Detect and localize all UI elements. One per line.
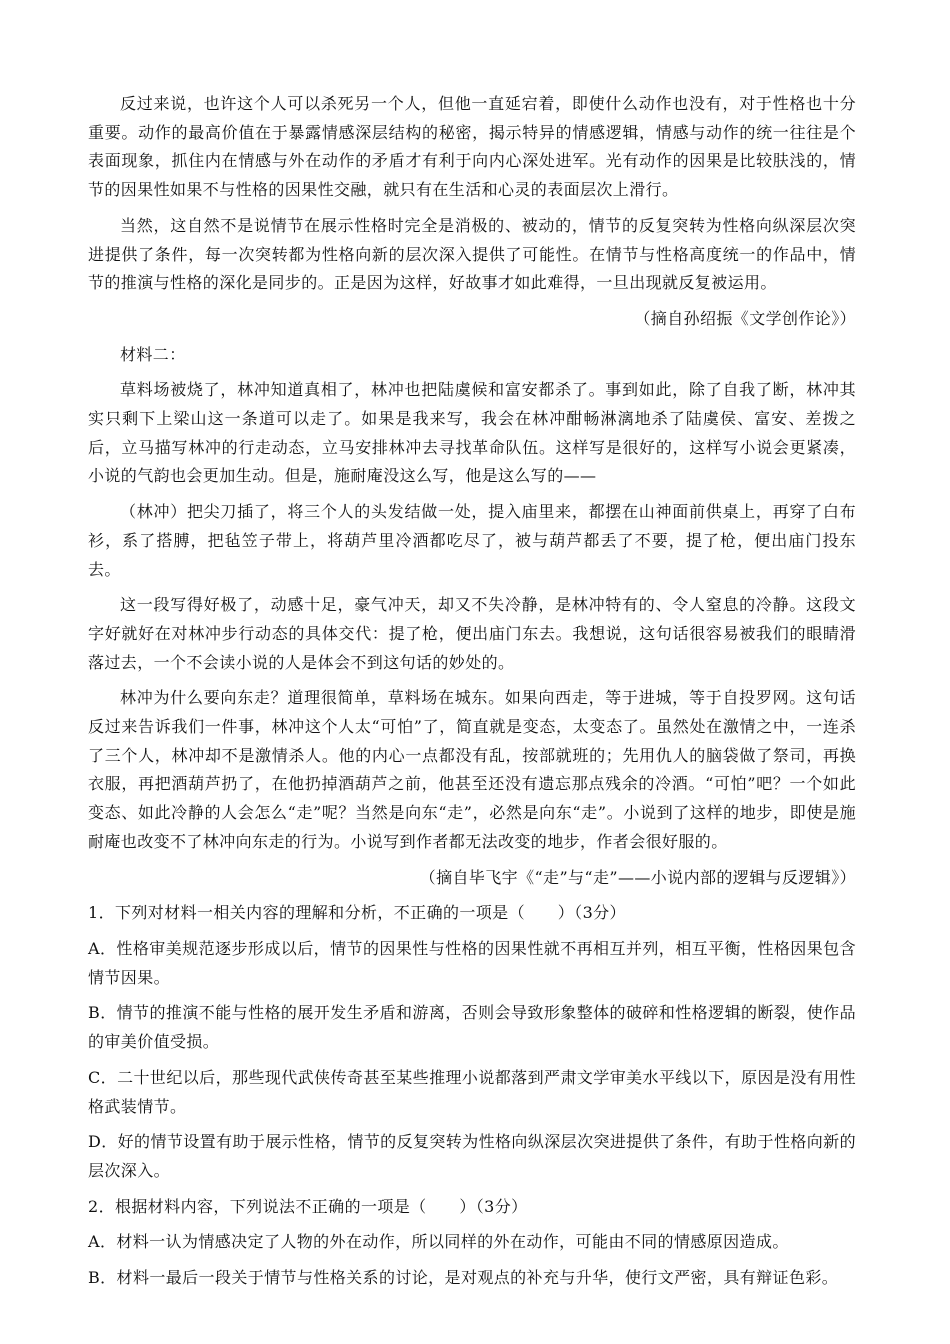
material2-label: 材料二：: [120, 344, 186, 364]
question-1-option-b: B．情节的推演不能与性格的展开发生矛盾和游离，否则会导致形象整体的破碎和性格逻辑的断裂，使作品的审美价值受损。: [88, 1003, 856, 1052]
material1-paragraph-2: 当然，这自然不是说情节在展示性格时完全是消极的、被动的，情节的反复突转为性格向纵深层次突进提供了条件，每一次突转都为性格向新的层次深入提供了可能性。在情节与性格高度统一的作品中，情节的推演与性格的深化是同步的。正是因为这样，好故事才如此难得，一旦出现就反复被运用。: [88, 215, 856, 293]
material2-quote: （林冲）把尖刀插了，将三个人的头发结做一处，提入庙里来，都摆在山神面前供桌上，再穿了白布衫，系了搭膊，把毡笠子带上，将葫芦里冷酒都吃尽了，被与葫芦都丢了不要，提了枪，便出庙门投东去。: [88, 502, 856, 579]
question-1-option-d: D．好的情节设置有助于展示性格，情节的反复突转为性格向纵深层次突进提供了条件，有助于性格向新的层次深入。: [88, 1132, 856, 1180]
material2-paragraph-4: 林冲为什么要向东走？道理很简单，草料场在城东。如果向西走，等于进城，等于自投罗网。这句话反过来告诉我们一件事，林冲这个人太“可怕”了，简直就是变态，太变态了。虽然处在激情之中，一连杀了三个人，林冲却不是激情杀人。他的内心一点都没有乱，按部就班的；先用仇人的脑袋做了祭司，再换衣服，再把酒葫芦扔了，在他扔掉酒葫芦之前，他甚至还没有遗忘那点残余的冷酒。“可怕”吧？一个如此变态、如此冷静的人会怎么“走”呢？当然是向东“走”，必然是向东“走”。小说到了这样的地步，即使是施耐庵也改变不了林冲向东走的行为。小说写到作者都无法改变的地步，作者会很好服的。: [88, 688, 856, 851]
question-2-stem: 2．根据材料内容，下列说法不正确的一项是（ ）（3分）: [88, 1196, 528, 1216]
material1-paragraph-1: 反过来说，也许这个人可以杀死另一个人，但他一直延宕着，即使什么动作也没有，对于性格也十分重要。动作的最高价值在于暴露情感深层结构的秘密，揭示特异的情感逻辑，情感与动作的统一往往是个表面现象，抓住内在情感与外在动作的矛盾才有利于向内心深处进军。光有动作的因果是比较肤浅的，情节的因果性如果不与性格的因果性交融，就只有在生活和心灵的表面层次上滑行。: [88, 94, 856, 200]
question-1-option-c: C．二十世纪以后，那些现代武侠传奇甚至某些推理小说都落到严肃文学审美水平线以下，原因是没有用性格武装情节。: [88, 1067, 856, 1116]
material1-source: （摘自孙绍振《文学创作论》）: [634, 308, 856, 328]
material2-paragraph-1: 草料场被烧了，林冲知道真相了，林冲也把陆虞候和富安都杀了。事到如此，除了自我了断，林冲其实只剩下上梁山这一条道可以走了。如果是我来写，我会在林冲酣畅淋漓地杀了陆虞侯、富安、差拨之后，立马描写林冲的行走动态，立马安排林冲去寻找革命队伍。这样写是很好的，这样写小说会更紧凑，小说的气韵也会更加生动。但是，施耐庵没这么写，他是这么写的——: [88, 380, 856, 486]
question-2-option-b: B．材料一最后一段关于情节与性格关系的讨论，是对观点的补充与升华，使行文严密，具有辩证色彩。: [88, 1268, 839, 1288]
question-1-option-a: A．性格审美规范逐步形成以后，情节的因果性与性格的因果性就不再相互并列，相互平衡，性格因果包含情节因果。: [88, 938, 856, 987]
material2-paragraph-3: 这一段写得好极了，动感十足，豪气冲天，却又不失冷静，是林冲特有的、令人窒息的冷静。这段文字好就好在对林冲步行动态的具体交代：提了枪，便出庙门东去。我想说，这句话很容易被我们的眼睛滑落过去，一个不会读小说的人是体会不到这句话的妙处的。: [88, 595, 856, 672]
exam-page: [88, 90, 856, 1300]
question-2-option-a: A．材料一认为情感决定了人物的外在动作，所以同样的外在动作，可能由不同的情感原因造成。: [88, 1232, 789, 1252]
question-1-stem: 1．下列对材料一相关内容的理解和分析，不正确的一项是（ ）（3分）: [88, 903, 626, 923]
material2-source: （摘自毕飞宇《“走”与“走”——小说内部的逻辑与反逻辑》）: [419, 867, 856, 887]
